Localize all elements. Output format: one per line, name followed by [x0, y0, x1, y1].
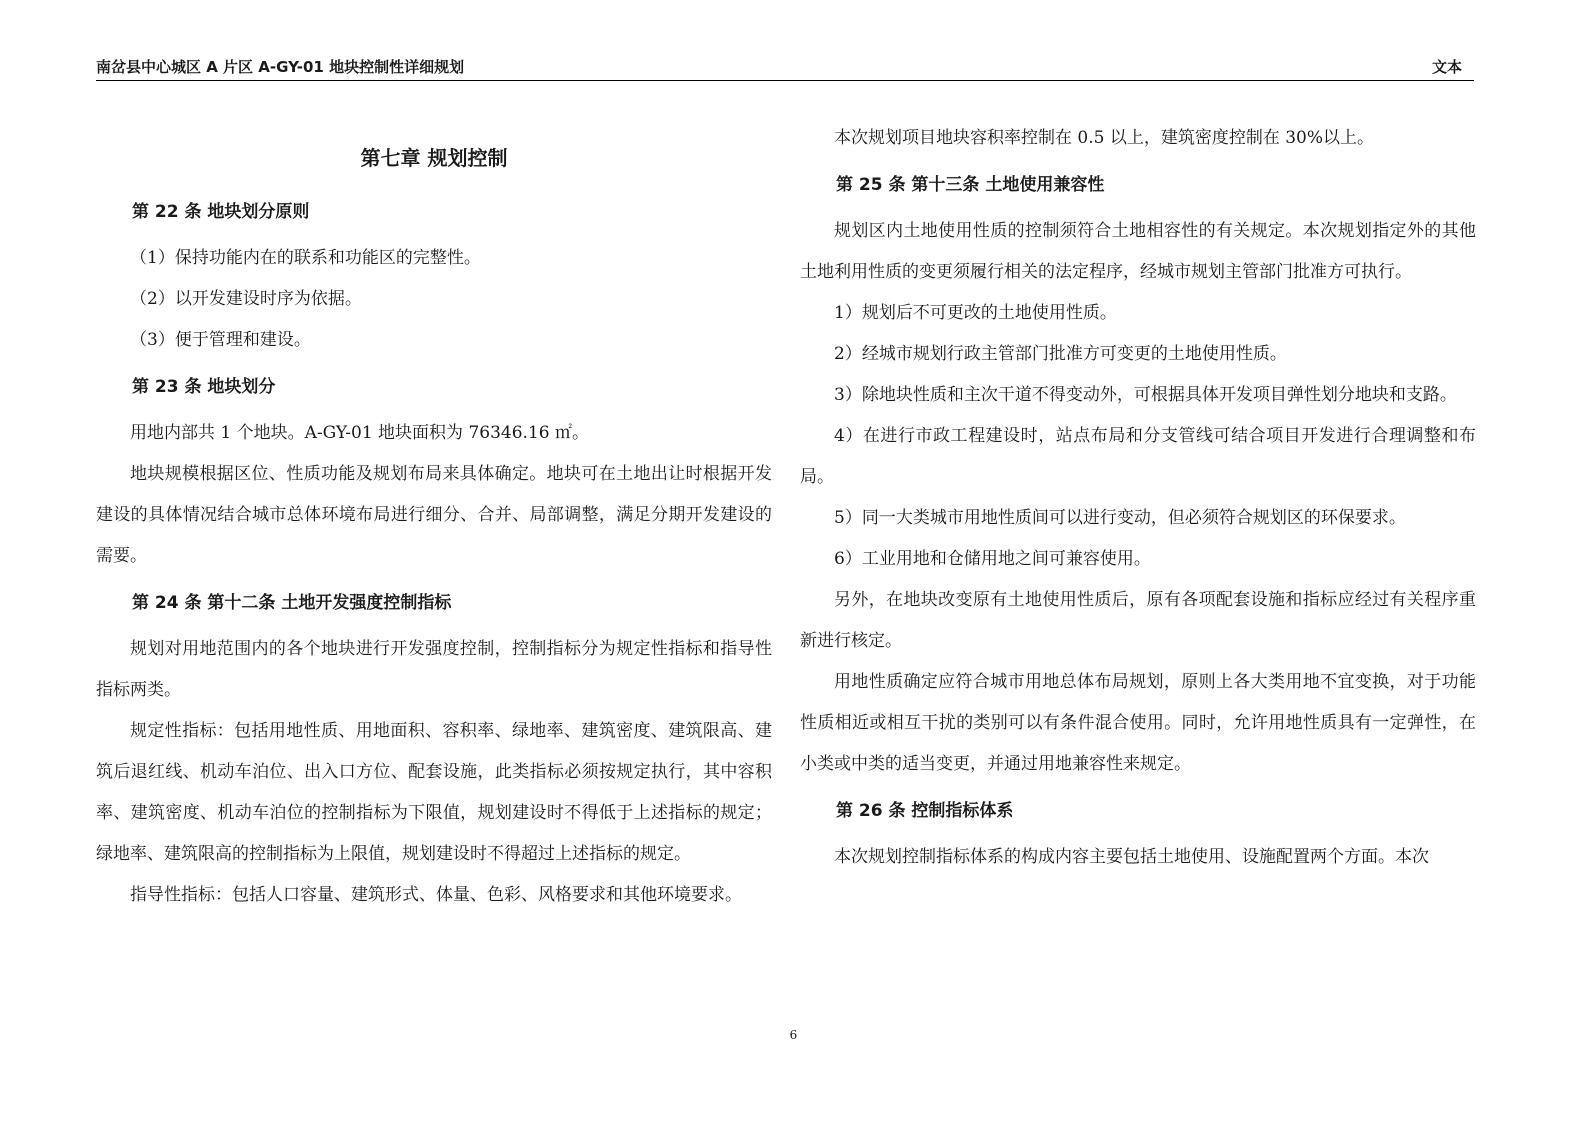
- paragraph: 地块规模根据区位、性质功能及规划布局来具体确定。地块可在土地出让时根据开发建设的具体情况结合城市总体环境布局进行细分、合并、局部调整，满足分期开发建设的需要。: [96, 464, 772, 566]
- article-24-heading: 第 24 条 第十二条 土地开发强度控制指标: [132, 593, 452, 613]
- article-23-heading: 第 23 条 地块划分: [132, 377, 276, 397]
- article-22-heading: 第 22 条 地块划分原则: [132, 202, 310, 222]
- right-column: [800, 118, 1476, 878]
- left-column: [96, 118, 772, 916]
- list-item: （2）以开发建设时序为依据。: [130, 289, 362, 309]
- paragraph: 用地性质确定应符合城市用地总体布局规划，原则上各大类用地不宜变换，对于功能性质相近或相互干扰的类别可以有条件混合使用。同时，允许用地性质具有一定弹性，在小类或中类的适当变更，并通过用地兼容性来规定。: [800, 672, 1476, 774]
- list-item: 4）在进行市政工程建设时，站点布局和分支管线可结合项目开发进行合理调整和布局。: [800, 426, 1476, 487]
- header-section-label: 文本: [1431, 58, 1462, 76]
- page-header: [96, 54, 1474, 81]
- chapter-title: 第七章 规划控制: [360, 146, 508, 170]
- paragraph: 规划区内土地使用性质的控制须符合土地相容性的有关规定。本次规划指定外的其他土地利用性质的变更须履行相关的法定程序，经城市规划主管部门批准方可执行。: [800, 221, 1476, 282]
- list-item: 6）工业用地和仓储用地之间可兼容使用。: [834, 549, 1151, 569]
- page-number: 6: [789, 1028, 798, 1042]
- paragraph: 本次规划控制指标体系的构成内容主要包括土地使用、设施配置两个方面。本次: [834, 847, 1429, 867]
- list-item: 5）同一大类城市用地性质间可以进行变动，但必须符合规划区的环保要求。: [834, 508, 1406, 528]
- list-item: （3）便于管理和建设。: [130, 330, 311, 350]
- list-item: 1）规划后不可更改的土地使用性质。: [834, 303, 1117, 323]
- paragraph: 指导性指标：包括人口容量、建筑形式、体量、色彩、风格要求和其他环境要求。: [130, 885, 742, 905]
- article-26-heading: 第 26 条 控制指标体系: [836, 801, 1014, 821]
- paragraph: 规定性指标：包括用地性质、用地面积、容积率、绿地率、建筑密度、建筑限高、建筑后退红线、机动车泊位、出入口方位、配套设施，此类指标必须按规定执行，其中容积率、建筑密度、机动车泊位的控制指标为下限值，规划建设时不得低于上述指标的规定；绿地率、建筑限高的控制指标为上限值，规划建设时不得超过上述指标的规定。: [96, 721, 772, 864]
- paragraph: 用地内部共 1 个地块。A-GY-01 地块面积为 76346.16 ㎡。: [130, 423, 589, 443]
- paragraph: 另外，在地块改变原有土地使用性质后，原有各项配套设施和指标应经过有关程序重新进行核定。: [800, 590, 1476, 651]
- list-item: （1）保持功能内在的联系和功能区的完整性。: [130, 248, 481, 268]
- document-title: 南岔县中心城区 A 片区 A-GY-01 地块控制性详细规划: [96, 58, 465, 76]
- list-item: 2）经城市规划行政主管部门批准方可变更的土地使用性质。: [834, 344, 1287, 364]
- article-25-heading: 第 25 条 第十三条 土地使用兼容性: [836, 175, 1105, 195]
- paragraph: 本次规划项目地块容积率控制在 0.5 以上，建筑密度控制在 30%以上。: [834, 128, 1375, 148]
- paragraph: 规划对用地范围内的各个地块进行开发强度控制，控制指标分为规定性指标和指导性指标两类。: [96, 639, 772, 700]
- list-item: 3）除地块性质和主次干道不得变动外，可根据具体开发项目弹性划分地块和支路。: [834, 385, 1457, 405]
